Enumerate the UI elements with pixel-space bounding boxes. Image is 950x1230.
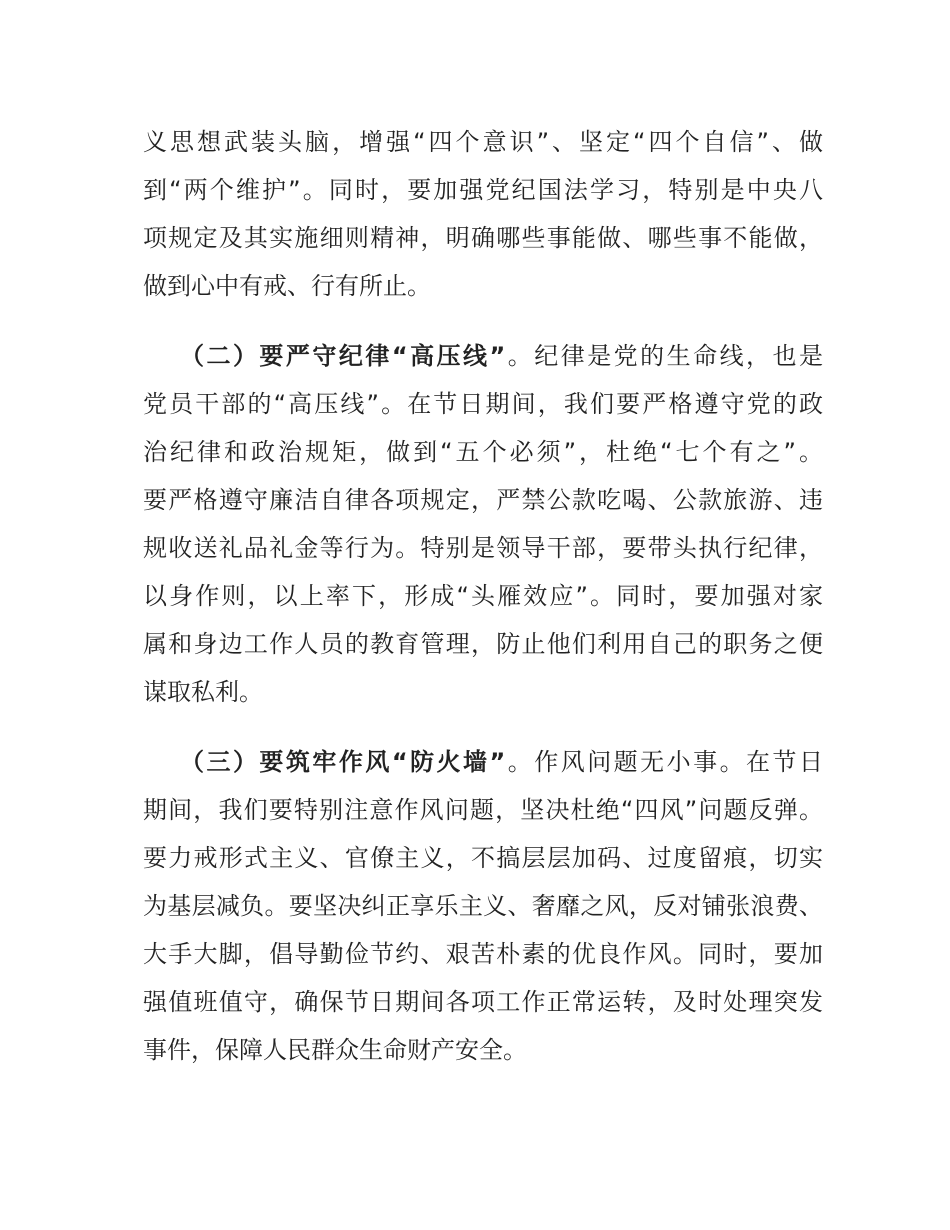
paragraph-3-line-1	[180, 738, 823, 786]
paragraph-1-line-3: 项规定及其实施细则精神，明确哪些事能做、哪些事不能做，	[143, 224, 823, 252]
paragraph-3-line-5: 大手大脚，倡导勤俭节约、艰苦朴素的优良作风。同时，要加	[143, 940, 823, 968]
paragraph-3-line-4: 为基层减负。要坚决纠正享乐主义、奢靡之风，反对铺张浪费、	[143, 892, 823, 920]
paragraph-3-line-3: 要力戒形式主义、官僚主义，不搞层层加码、过度留痕，切实	[143, 844, 823, 872]
paragraph-2-line-4: 要严格遵守廉洁自律各项规定，严禁公款吃喝、公款旅游、违	[143, 486, 823, 514]
paragraph-2-line-1	[180, 332, 823, 380]
paragraph-3-line-2: 期间，我们要特别注意作风问题，坚决杜绝“四风”问题反弹。	[143, 796, 823, 824]
paragraph-1-line-4: 做到心中有戒、行有所止。	[143, 272, 431, 300]
paragraph-3-first-line-rest: 。作风问题无小事。在节日	[505, 748, 824, 776]
paragraph-2-line-2: 党员干部的“高压线”。在节日期间，我们要严格遵守党的政	[143, 390, 823, 418]
paragraph-2-line-7: 属和身边工作人员的教育管理，防止他们利用自己的职务之便	[143, 630, 823, 658]
paragraph-3-line-6: 强值班值守，确保节日期间各项工作正常运转，及时处理突发	[143, 988, 823, 1016]
paragraph-1-line-1: 义思想武装头脑，增强“四个意识”、坚定“四个自信”、做	[143, 128, 823, 156]
paragraph-2-line-3: 治纪律和政治规矩，做到“五个必须”，杜绝“七个有之”。	[143, 438, 823, 466]
paragraph-1-line-2: 到“两个维护”。同时，要加强党纪国法学习，特别是中央八	[143, 176, 823, 204]
paragraph-3-line-7: 事件，保障人民群众生命财产安全。	[143, 1036, 527, 1064]
paragraph-2-line-8: 谋取私利。	[143, 678, 263, 706]
paragraph-2-first-line-rest: 。纪律是党的生命线，也是	[505, 342, 824, 370]
paragraph-2-line-6: 以身作则，以上率下，形成“头雁效应”。同时，要加强对家	[143, 582, 823, 610]
paragraph-2-line-5: 规收送礼品礼金等行为。特别是领导干部，要带头执行纪律，	[143, 534, 823, 562]
section-heading-3: （三）要筑牢作风“防火墙”	[180, 748, 506, 776]
section-heading-2: （二）要严守纪律“高压线”	[180, 342, 506, 370]
